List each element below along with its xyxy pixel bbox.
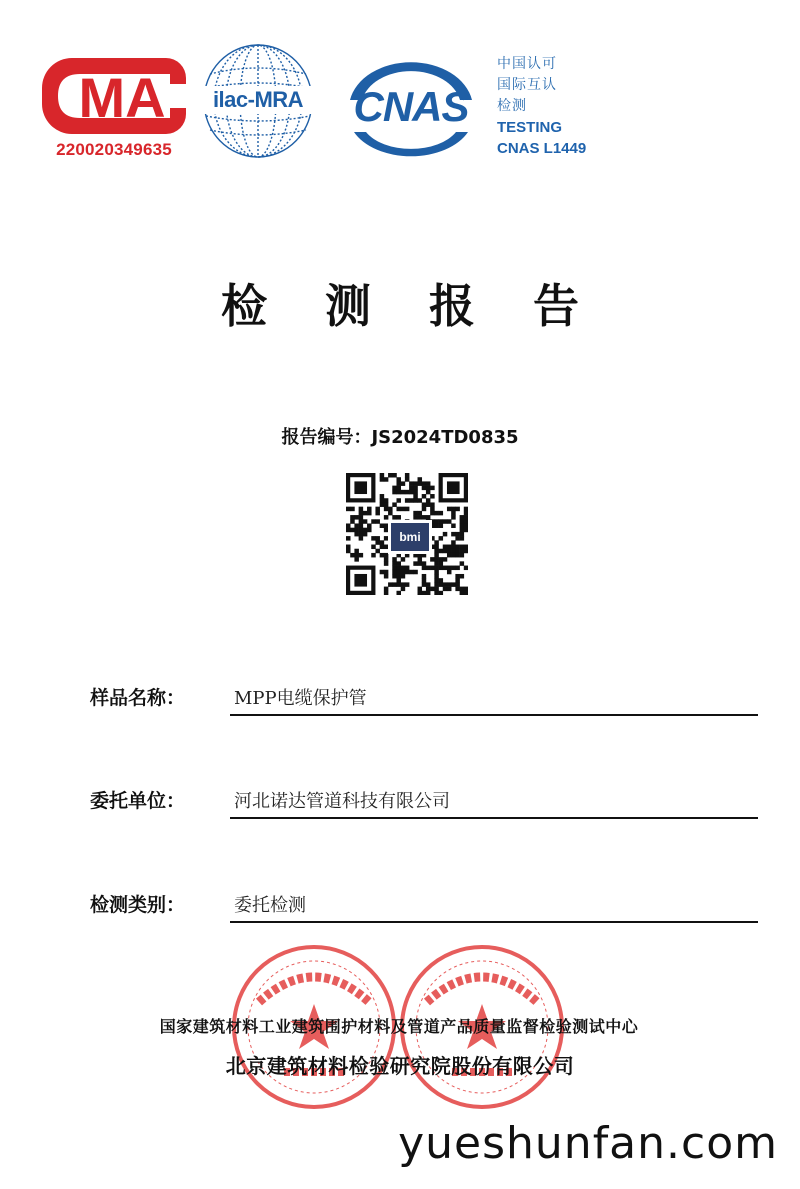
qr-code[interactable]	[346, 473, 468, 595]
ilac-mra-logo	[198, 40, 318, 162]
issuer-line-1: 国家建筑材料工业建筑围护材料及管道产品质量监督检验测试中心	[159, 1017, 639, 1036]
field-value: MPP电缆保护管	[230, 684, 758, 716]
field-label: 检测类别：	[90, 894, 186, 916]
field-label: 样品名称：	[90, 687, 186, 709]
cnas-cn-line-1: 中国认可	[497, 56, 557, 72]
cma-emblem-icon	[38, 52, 190, 140]
cnas-cn-line-2: 国际互认	[497, 77, 557, 93]
cnas-text: CNAS	[353, 83, 469, 130]
cma-logo	[38, 52, 190, 164]
cnas-en-line-1: TESTING	[497, 119, 563, 136]
cnas-cn-line-3: 检测	[497, 98, 527, 114]
page-title: 检测报告	[221, 279, 637, 333]
cnas-info	[497, 54, 657, 159]
issuer-line-2: 北京建筑材料检验研究院股份有限公司	[225, 1054, 575, 1078]
field-label: 委托单位：	[90, 790, 186, 812]
report-number: 报告编号：JS2024TD0835	[281, 427, 519, 448]
ilac-text: ilac-MRA	[198, 86, 318, 114]
cma-number: 220020349635	[56, 140, 172, 159]
field-test-type	[90, 883, 758, 923]
cnas-en-line-2: CNAS L1449	[497, 140, 587, 157]
qr-logo: bmi	[388, 520, 432, 554]
field-value: 河北诺达管道科技有限公司	[230, 787, 758, 819]
field-client	[90, 779, 758, 819]
cnas-logo	[340, 54, 482, 158]
cma-letters: MA	[78, 66, 166, 129]
field-value: 委托检测	[230, 891, 758, 923]
field-sample-name	[90, 676, 758, 716]
watermark-text: yueshunfan.com	[398, 1118, 778, 1169]
